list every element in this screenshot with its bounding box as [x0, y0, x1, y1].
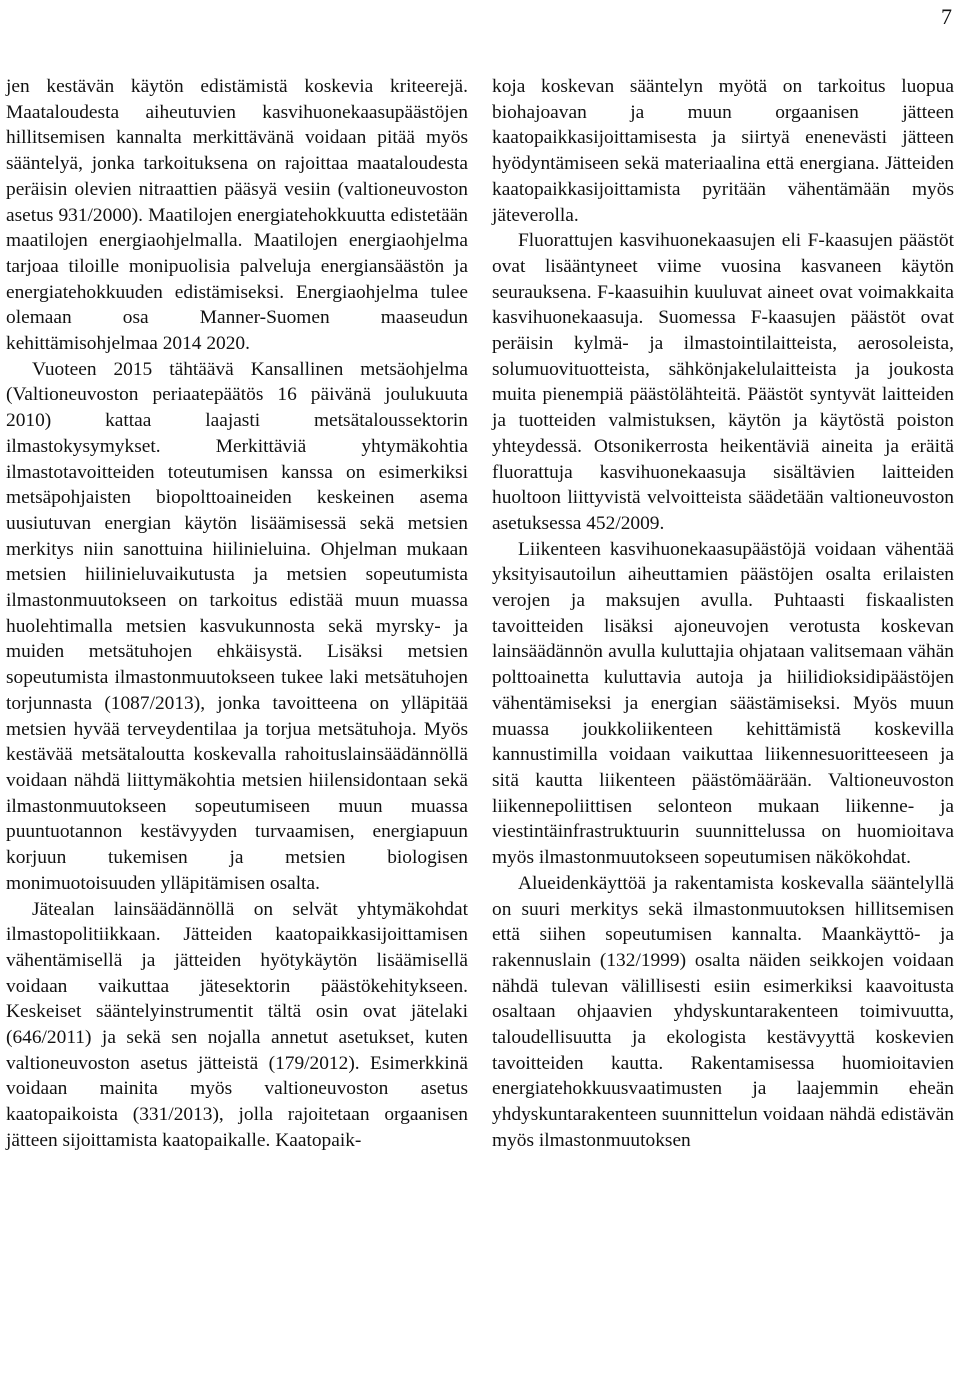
right-paragraph-3: Liikenteen kasvihuonekaasupäästöjä voidaan vähentää yksityisautoilun aiheuttamien päästöjen osalta erilaisten verojen ja maksujen avulla. Puhtaasti fiskaalisten tavoitteiden lisäksi ajoneuvojen verotusta koskevan lainsäädännön avulla kuluttajia ohjataan valitsemaan vähän polttoainetta kuluttavia autoja ja hiilidioksidipäästöjen vähentämiseksi ja energian säästämiseksi. Myös muun muassa joukkoliikenteen kehittämistä koskevilla kannustimilla voidaan vaikuttaa liikennesuoritteeseen ja sitä kautta liikenteen päästömäärään. Valtioneuvoston liikennepoliittisen selonteon mukaan liikenne- ja viestintäinfrastruktuurin suunnittelussa on huomioitava myös ilmastonmuutokseen sopeutumisen näkökohdat. [492, 538, 954, 869]
body-columns [6, 74, 954, 1154]
right-paragraph-2: Fluorattujen kasvihuonekaasujen eli F-kaasujen päästöt ovat lisääntyneet viime vuosina kasvaneen käytön seurauksena. F-kaasuihin kuuluvat aineet ovat voimakkaita kasvihuonekaasuja. Suomessa F-kaasujen päästöt ovat peräisin kylmä- ja ilmastointilaitteista, aerosoleista, solumuovituotteista, sähkönjakelulaitteista ja joukosta muita pienempiä päästölähteitä. Päästöt syntyvät laitteiden ja tuotteiden valmistuksen, käytön ja käytöstä poiston yhteydessä. Otsonikerrosta heikentäviä aineita ja eräitä fluorattuja kasvihuonekaasuja sisältävien laitteiden huoltoon liittyvistä velvoitteista säädetään valtioneuvoston asetuksessa 452/2009. [492, 230, 954, 534]
left-paragraph-1: jen kestävän käytön edistämistä koskevia kriteerejä. Maataloudesta aiheutuvien kasvihuonekaasupäästöjen hillitsemisen kannalta merkittävänä voidaan pitää myös sääntelyä, jonka tarkoituksena on rajoittaa maataloudesta peräisin olevien nitraattien pääsyä vesiin (valtioneuvoston asetus 931/2000). Maatilojen energiatehokkuutta edistetään maatilojen energiaohjelmalla. Maatilojen energiaohjelma tarjoaa tiloille monipuolisia palveluja energiansäästön ja energiatehokkuuden edistämiseksi. Energiaohjelma tulee olemaan osa Manner-Suomen maaseudun kehittämisohjelmaa 2014 2020. [6, 76, 468, 355]
right-paragraph-4: Alueidenkäyttöä ja rakentamista koskevalla sääntelyllä on suuri merkitys sekä ilmastonmuutoksen hillitsemisen että siihen sopeutumisen kannalta. Maankäyttö- ja rakennuslain (132/1999) osalta näiden seikkojen voidaan nähdä tulevan välillisesti esiin esimerkiksi kaavoitusta osaltaan ohjaavien yhdyskuntarakenteen toimivuutta, taloudellisuutta ja ekologista kestävyyttä koskevien tavoitteiden kautta. Rakentamisessa huomioitavien energiatehokkuusvaatimusten ja laajemmin eheän yhdyskuntarakenteen suunnittelun voidaan nähdä edistävän myös ilmastonmuutoksen [492, 872, 954, 1151]
right-paragraph-1: koja koskevan sääntelyn myötä on tarkoitus luopua biohajoavan ja muun orgaanisen jätteen kaatopaikkasijoittamisesta ja siirtyä enenevästi jätteen hyödyntämiseen sekä materiaalina että energiana. Jätteiden kaatopaikkasijoittamista pyritään vähentämään myös jäteverolla. [492, 76, 954, 226]
page-number: 7 [941, 4, 952, 29]
right-column [492, 74, 954, 1154]
left-paragraph-2: Vuoteen 2015 tähtäävä Kansallinen metsäohjelma (Valtioneuvoston periaatepäätös 16 päivänä joulukuuta 2010) kattaa laajasti metsätaloussektorin ilmastokysymykset. Merkittäviä yhtymäkohtia ilmastotavoitteiden toteutumisen kanssa on esimerkiksi metsäpohjaisten biopolttoaineiden keskeinen asema uusiutuvan energian käytön lisäämisessä sekä metsien merkitys niin sanottuina hiilinieluina. Ohjelman mukaan metsien hiilinieluvaikutusta ja metsien sopeutumista ilmastonmuutokseen on tarkoitus edistää muun muassa huolehtimalla metsien kasvukunnosta sekä myrsky- ja muiden metsätuhojen ehkäisystä. Lisäksi metsien sopeutumista ilmastonmuutokseen tukee laki metsätuhojen torjunnasta (1087/2013), jonka tavoitteena on ylläpitää metsien hyvää terveydentilaa ja torjua metsätuhoja. Myös kestävää metsätaloutta koskevalla rahoituslainsäädännöllä voidaan nähdä liittymäkohtia metsien hiilensidontaan sekä ilmastonmuutokseen sopeutumiseen muun muassa puuntuotannon kestävyyden turvaamisen, energiapuun korjuun tukemisen ja metsien biologisen monimuotoisuuden ylläpitämisen osalta. [6, 358, 468, 894]
left-column [6, 74, 468, 1154]
left-paragraph-3: Jätealan lainsäädännöllä on selvät yhtymäkohdat ilmastopolitiikkaan. Jätteiden kaatopaikkasijoittamisen vähentämisellä ja jätteiden hyötykäytön lisäämisellä voidaan vaikuttaa jätesektorin päästökehitykseen. Keskeiset sääntelyinstrumentit tältä osin ovat jätelaki (646/2011) ja sekä sen nojalla annetut asetukset, kuten valtioneuvoston asetus jätteistä (179/2012). Esimerkkinä voidaan mainita myös valtioneuvoston asetus kaatopaikoista (331/2013), jolla rajoitetaan orgaanisen jätteen sijoittamista kaatopaikalle. Kaatopaik- [6, 898, 468, 1151]
